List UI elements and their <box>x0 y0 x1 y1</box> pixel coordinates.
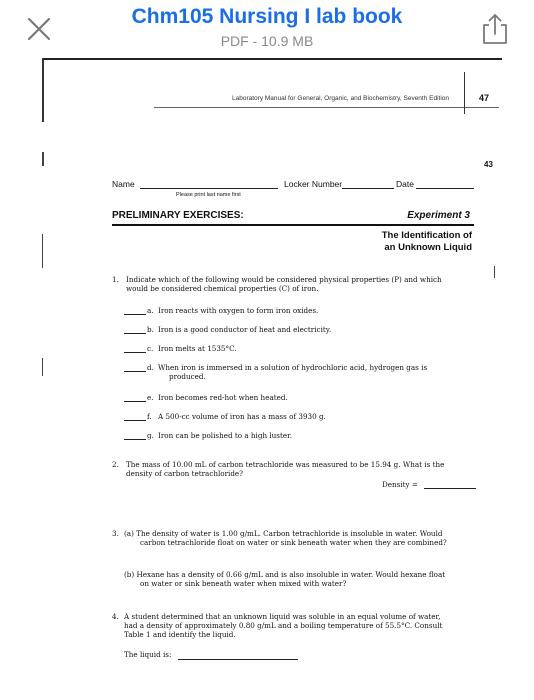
answer-blank <box>124 314 146 315</box>
date-field <box>416 188 474 189</box>
answer-blank <box>124 401 146 402</box>
item-text: A 500-cc volume of iron has a mass of 3930 g. <box>158 412 326 421</box>
viewer-header <box>0 0 534 54</box>
question-1-text-line1: Indicate which of the following would be considered physical properties (P) and which <box>126 275 442 284</box>
question-3a-line2: carbon tetrachloride float on water or sink beneath water when they are combined? <box>140 538 447 547</box>
section-title: PRELIMINARY EXERCISES: <box>112 210 244 221</box>
running-header: Laboratory Manual for General, Organic, and Biochemistry, Seventh Edition <box>232 95 450 102</box>
question-4-line3: Table 1 and identify the liquid. <box>124 630 236 639</box>
question-3b-line2: on water or sink beneath water when mixed with water? <box>140 579 347 588</box>
item-text: Iron can be polished to a high luster. <box>158 431 293 440</box>
question-4-line1: A student determined that an unknown liquid was soluble in an equal volume of water, <box>124 612 441 621</box>
question-2-text-line1: The mass of 10.00 mL of carbon tetrachloride was measured to be 15.94 g. What is the <box>126 460 445 469</box>
share-icon[interactable] <box>480 12 510 46</box>
item-letter: c. <box>147 344 154 353</box>
answer-blank <box>124 439 146 440</box>
item-text: Iron reacts with oxygen to form iron oxides. <box>158 306 319 315</box>
question-number: 3. <box>112 529 119 538</box>
experiment-label: Experiment 3 <box>407 210 470 221</box>
name-field <box>140 188 278 189</box>
experiment-title-line1: The Identification of <box>381 230 472 241</box>
question-3b-line1: (b) Hexane has a density of 0.66 g/mL and is also insoluble in water. Would hexane float <box>124 570 446 579</box>
question-2-text-line2: density of carbon tetrachloride? <box>126 469 244 478</box>
page-number: 43 <box>484 160 493 169</box>
item-letter: g. <box>147 431 154 440</box>
liquid-blank <box>178 659 298 660</box>
date-label: Date <box>396 179 414 189</box>
item-letter: e. <box>147 393 154 402</box>
page-number-top: 47 <box>479 93 490 103</box>
document-title: Chm105 Nursing I lab book <box>131 5 403 28</box>
item-text: Iron becomes red-hot when heated. <box>158 393 288 402</box>
item-letter: d. <box>147 363 154 372</box>
name-hint: Please print last name first <box>176 192 241 198</box>
item-letter: a. <box>147 306 154 315</box>
question-1-text-line2: would be considered chemical properties (C) of iron. <box>126 284 319 293</box>
scan-mark <box>42 234 43 268</box>
answer-blank <box>124 333 146 334</box>
header-rule <box>154 107 499 108</box>
scan-edge <box>42 58 502 60</box>
scan-mark <box>494 266 495 278</box>
locker-field <box>342 188 394 189</box>
item-letter: f. <box>147 412 152 421</box>
item-text-cont: produced. <box>169 372 206 381</box>
density-label: Density = <box>382 480 418 489</box>
liquid-label: The liquid is: <box>124 650 172 659</box>
experiment-title <box>382 230 472 254</box>
question-number: 1. <box>112 275 119 284</box>
document-subtitle: PDF - 10.9 MB <box>220 33 314 49</box>
experiment-title-line2: an Unknown Liquid <box>384 242 472 253</box>
question-3a-line1: (a) The density of water is 1.00 g/mL. Carbon tetrachloride is insoluble in water. Would <box>124 529 443 538</box>
scan-mark <box>42 358 43 376</box>
item-letter: b. <box>147 325 154 334</box>
question-4-line2: had a density of approximately 0.80 g/mL and a boiling temperature of 55.5°C. Consult <box>124 621 443 630</box>
question-number: 2. <box>112 460 119 469</box>
density-blank <box>424 488 476 489</box>
answer-blank <box>124 371 146 372</box>
question-number: 4. <box>112 612 119 621</box>
locker-label: Locker Number <box>284 179 343 189</box>
item-text: Iron melts at 1535°C. <box>158 344 237 353</box>
answer-blank <box>124 352 146 353</box>
scan-mark <box>42 152 44 166</box>
item-text: Iron is a good conductor of heat and electricity. <box>158 325 332 334</box>
section-rule <box>112 224 474 226</box>
item-text: When iron is immersed in a solution of hydrochloric acid, hydrogen gas is <box>158 363 428 372</box>
name-label: Name <box>112 179 135 189</box>
answer-blank <box>124 420 146 421</box>
pdf-page <box>36 58 506 700</box>
scan-edge <box>42 58 44 122</box>
